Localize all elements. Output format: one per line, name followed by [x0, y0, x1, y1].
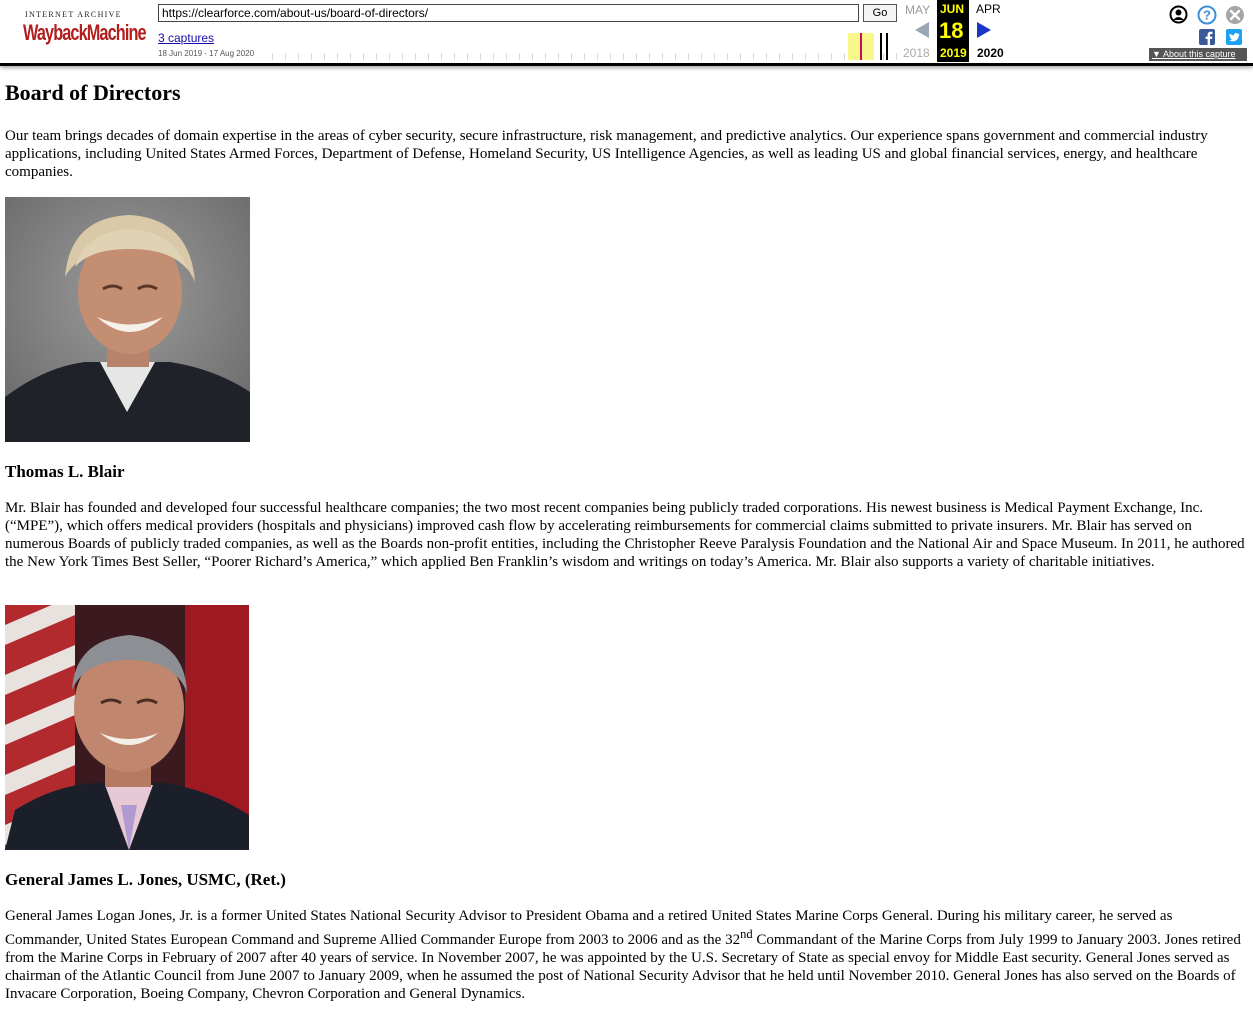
sparkline-current-capture	[860, 33, 862, 60]
bio-text: Commandant of the Marine Corps from July 1999 to January 2003. Jones retired from the Marine Corps in February of 2007 after 40 years of service. In November 2007, he was appointed by the U.S. Secretary of State as special envoy for Middle East security. General Jones served as chairman of the Atlantic Council from June 2007 to January 2009, when he assumed the post of National Security Advisor that he held until November 2010. General Jones has also served on the Boards of Invacare Corporation, Boeing Company, Chevron Corporation and General Dynamics.	[5, 932, 1241, 1002]
member-photo-thomas-blair	[5, 197, 250, 442]
user-account-icon[interactable]	[1169, 5, 1188, 24]
about-capture-button[interactable]	[1149, 48, 1247, 61]
bio-text: General James Logan Jones, Jr. is a former United States National Security Advisor to President Obama and a retired United States Marine Corps General. During his military career, he served as Commander, United States European Command and Supreme Allied Commander Europe from 2003 to 2006 and as the 32	[5, 908, 1173, 948]
current-year-label: 2019	[940, 46, 967, 60]
internet-archive-text: INTERNET ARCHIVE	[25, 10, 122, 19]
prev-capture-arrow-icon[interactable]	[915, 22, 929, 38]
capture-date-range: 18 Jun 2019 - 17 Aug 2020	[158, 49, 255, 58]
current-month-label: JUN	[940, 2, 965, 16]
close-icon[interactable]	[1225, 5, 1245, 25]
member-name: General James L. Jones, USMC, (Ret.)	[5, 870, 286, 889]
member-bio	[5, 907, 1250, 1003]
captures-link[interactable]: 3 captures	[158, 31, 215, 45]
page-title: Board of Directors	[5, 80, 181, 105]
go-button[interactable]: Go	[863, 4, 897, 22]
twitter-icon[interactable]	[1226, 29, 1242, 45]
prev-month-link[interactable]: MAY	[905, 3, 931, 17]
sparkline-capture	[880, 33, 882, 60]
wayback-machine-text: WaybackMachine	[23, 20, 146, 45]
svg-text:?: ?	[1203, 7, 1211, 23]
next-capture-arrow-icon[interactable]	[977, 22, 991, 38]
about-capture-label: About this capture	[1162, 49, 1236, 59]
member-bio: Mr. Blair has founded and developed four successful healthcare companies; the two most recent companies being publicly traded corporations. His newest business is Medical Payment Exchange, Inc. (“MPE”), which offers medical providers (hospitals and physicians) improved cash flow by accelerating reimbursements for commercial claims submitted to private insurers. Mr. Blair has served on numerous Boards of publicly traded companies, as well as the Boards non-profit entities, including the Christopher Reeve Paralysis Foundation and the National Air and Space Museum. In 2011, he authored the New York Times Best Seller, “Poorer Richard’s America,” which applied Ben Franklin’s wisdom and writings on today’s America. Mr. Blair also supports a variety of charitable initiatives.	[5, 500, 1245, 570]
facebook-icon[interactable]	[1199, 29, 1215, 45]
prev-year-label[interactable]: 2018	[903, 46, 930, 60]
intro-paragraph: Our team brings decades of domain expertise in the areas of cyber security, secure infrastructure, risk management, and predictive analytics. Our experience spans government and commercial industry applications, including United States Armed Forces, Department of Defense, Homeland Security, US Intelligence Agencies, as well as leading US and global financial services, energy, and healthcare companies.	[5, 128, 1208, 180]
member-name: Thomas L. Blair	[5, 462, 125, 481]
caret-down-icon: ▼	[1152, 49, 1161, 59]
current-day-label: 18	[939, 18, 964, 43]
url-input[interactable]	[158, 4, 859, 22]
ordinal-suffix: nd	[740, 927, 753, 941]
wayback-logo[interactable]	[22, 8, 146, 48]
next-month-link[interactable]: APR	[976, 2, 1001, 16]
help-icon[interactable]	[1197, 5, 1217, 25]
sparkline-capture	[886, 33, 888, 60]
next-year-label[interactable]: 2020	[977, 46, 1004, 60]
capture-sparkline[interactable]	[272, 33, 898, 60]
member-photo-james-jones	[5, 605, 249, 850]
wayback-toolbar	[0, 0, 1253, 66]
